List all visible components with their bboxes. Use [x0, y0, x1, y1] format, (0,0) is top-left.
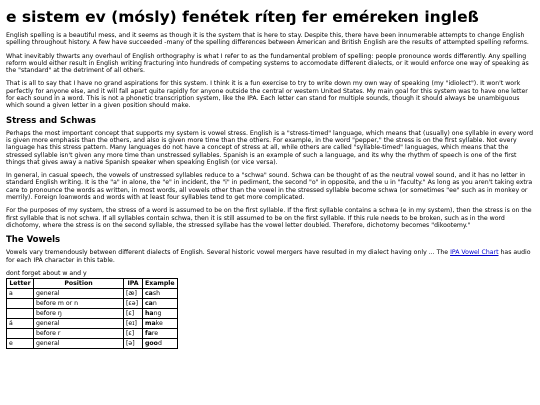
table-row [7, 289, 178, 299]
cell-example [143, 329, 178, 339]
cell-ipa: [eɪ] [124, 319, 143, 329]
example-rest: n [152, 299, 157, 307]
cell-example [143, 289, 178, 299]
table-row [7, 319, 178, 329]
stress-paragraph-2: In general, in casual speech, the vowels of unstressed syllables reduce to a "schwa" sound. Schwa can be thought of as the neutral vowel sound, and it has no letter in standard English writing. It is the "a" in alone, the "e" in incident, the "i" in pediment, the second "o" in opposite, and the u in "faculty." As long as you aren't taking extra care to pronounce the words as written, in most words, all vowels other than the vowel in the stressed syllable become schwa (or sometimes "ee" such as in monkey or merrily). Foreign loanwords and words with at least four syllables tend to get more complicated. [6, 172, 533, 202]
header-letter: Letter [7, 279, 34, 289]
header-ipa: IPA [124, 279, 143, 289]
cell-example [143, 309, 178, 319]
example-rest: sh [152, 289, 160, 297]
cell-ipa: [ə] [124, 339, 143, 349]
table-row [7, 309, 178, 319]
cell-letter [7, 309, 34, 319]
ipa-vowel-chart-link[interactable]: IPA Vowel Chart [450, 249, 499, 257]
example-rest: re [151, 329, 159, 337]
stress-heading: Stress and Schwas [6, 115, 96, 126]
example-rest: ng [153, 309, 162, 317]
cell-letter: á [7, 319, 34, 329]
cell-letter: a [7, 289, 34, 299]
cell-ipa: [ɛ] [124, 309, 143, 319]
vowels-text-after: has audio for each IPA character in this table. [6, 249, 531, 264]
cell-ipa: [æ] [124, 289, 143, 299]
table-caption: dont forget about w and y [6, 269, 87, 277]
header-position: Position [34, 279, 124, 289]
cell-letter: e [7, 339, 34, 349]
example-highlight: ca [145, 299, 153, 307]
example-highlight: fa [145, 329, 152, 337]
table-row [7, 329, 178, 339]
vowel-table [6, 278, 178, 349]
table-row [7, 299, 178, 309]
example-rest: ke [155, 319, 163, 327]
cell-letter [7, 329, 34, 339]
vowels-paragraph [6, 249, 534, 264]
cell-position: general [34, 319, 124, 329]
cell-position: general [34, 289, 124, 299]
cell-position: general [34, 339, 124, 349]
example-rest: d [157, 339, 162, 347]
vowels-text-before: Vowels vary tremendously between different dialects of English. Several historic vowel mergers have resulted in my dialect having only ... The [6, 249, 451, 257]
intro-paragraph-3: That is all to say that I have no grand aspirations for this system. I think it is a fun exercise to try to write down my own way of speaking (my "idiolect"). It won't work perfectly for anyone else, and it will fall apart quite rapidly for anyone outside the central or western United States. My main goal for this system was to have one letter for each sound in a word. This is not a phonetic transcription system, like the IPA. Each letter can stand for multiple sounds, though it should always be unambiguous which sound a given letter in a given position should make. [6, 80, 528, 110]
example-highlight: ma [145, 319, 156, 327]
example-highlight: goo [145, 339, 158, 347]
cell-ipa: [ɛ] [124, 329, 143, 339]
cell-example [143, 319, 178, 329]
example-highlight: ca [145, 289, 153, 297]
table-row [7, 339, 178, 349]
stress-paragraph-1: Perhaps the most important concept that supports my system is vowel stress. English is a "stress-timed" language, which means that (usually) one syllable in every word is given more emphasis than the others, and also is given more time than the others. For example, in the word "pepper," the stress is on the first syllable. Not every language has this stress pattern. Many languages do not have a concept of stress at all, while others are called "syllable-timed" languages, which means that the stressed syllable isn't given any more time than unstressed syllables. Spanish is an example of such a language, and its why the rhythm of speech is one of the first things that gives away a native Spanish speaker when speaking English (or vice versa). [6, 129, 534, 166]
page-title: e sistem ev (mósly) fenétek ríteŋ fer eméreken ingleß [6, 8, 479, 26]
vowels-heading: The Vowels [6, 235, 61, 246]
cell-example [143, 299, 178, 309]
cell-position: before ŋ [34, 309, 124, 319]
cell-position: before m or n [34, 299, 124, 309]
table-header-row [7, 279, 178, 289]
stress-paragraph-3: For the purposes of my system, the stress of a word is assumed to be on the first syllable. If the first syllable contains a schwa (e in my system), then the stress is on the first syllable that is not schwa. If all syllables contain schwa, then it is still assumed to be on the first syllable. If this rule needs to be broken, such as in the word dichotomy, where the stress is on the second syllable, the stressed syllabe has the vowel letter doubled. Therefore, dichotomy becomes "dikootemy." [6, 207, 532, 229]
header-example: Example [143, 279, 178, 289]
cell-position: before r [34, 329, 124, 339]
cell-example [143, 339, 178, 349]
example-highlight: ha [145, 309, 154, 317]
intro-paragraph-1: English spelling is a beautiful mess, and it seems as though it is the system that is here to stay. Despite this, there have been innumerable attempts to change English spelling throughout history. A few have succeeded -many of the spelling differences between American and British English are the results of attempted spelling reforms. [6, 32, 529, 47]
cell-letter [7, 299, 34, 309]
intro-paragraph-2: What inevitably thwarts any overhaul of English orthography is what I refer to as the fundamental problem of spelling: people pronounce words differently. Any spelling reform would either result in English writing fracturing into hundreds of competing systems to accomodate different dialects, or it would enforce one way of speaking as the "standard" at the detriment of all others. [6, 52, 529, 75]
cell-ipa: [ɛə] [124, 299, 143, 309]
